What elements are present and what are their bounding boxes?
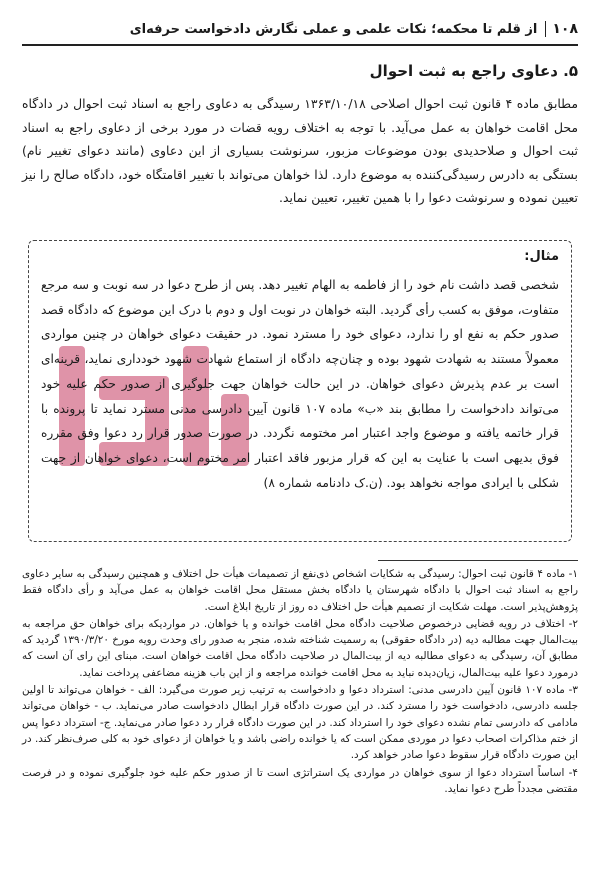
example-label: مثال: — [524, 249, 559, 264]
running-header — [22, 14, 578, 46]
footnote-item: ۴- اساساً استرداد دعوا از سوی خواهان در مواردی یک استراتژی است تا از صدور حکم علیه خود جلوگیری نموده و در فرصت مقتضی مجدداً طرح دعوا نماید. — [22, 766, 578, 795]
footnote-item: ۳- ماده ۱۰۷ قانون آیین دادرسی مدنی: استرداد دعوا و دادخواست به ترتیب زیر صورت می‌گیرد: الف - خواهان می‌تواند تا اولین جلسه دادرسی، دادخواست خود را مسترد کند. در این صورت دادگاه قرار ابطال دادخواست صادر می‌نماید. ب - خواهان می‌تواند مادامی که دادرسی تمام نشده دعوای خود را استرداد کند. در این صورت دادگاه قرار رد دعوا صادر می‌نماید. ج- استرداد دعوا پس از ختم مذاکرات اصحاب دعوا در موردی ممکن است که یا خوانده راضی باشد و یا خواهان از دعوای خود به کلی صرف‌نظر کند. در این صورت دادگاه قرار سقوط دعوا صادر خواهد کرد. — [22, 684, 578, 762]
section-title: ۵. دعاوی راجع به ثبت احوال — [369, 62, 578, 80]
page-number: ۱۰۸ — [545, 21, 578, 37]
footnote-item: ۲- اختلاف در رویه قضایی درخصوص صلاحیت دادگاه محل اقامت خوانده و یا خواهان. در مواردیکه برای خواهان حق مراجعه به بیت‌المال جهت مطالبه دیه (در دادگاه حقوقی) به رسمیت شناخته شده، منجر به صدور رای وحدت رویه مورخ ۱۳۹۰/۳/۲۰ گردید که مطابق آن، رسیدگی به دعوای مطالبه دیه از بیت‌المال در صلاحیت دادگاه محل اقامت خواهان است. مبنای این رای آن است که درمورد دعوا علیه بیت‌المال، زیان‌دیده نباید به محل اقامت خوانده مراجعه و از این باب هزینه مضاعفی پرداخت نماید. — [22, 617, 578, 679]
footnote-item: ۱- ماده ۴ قانون ثبت احوال: رسیدگی به شکایات اشخاص ذی‌نفع از تصمیمات هیأت حل اختلاف و همچنین رسیدگی به سایر دعاوی راجع به اسناد ثبت احوال با دادگاه شهرستان یا دادگاه بخش مستقل محل اقامت خواهان به عمل می‌آید و رأی دادگاه فقط پژوهش‌پذیر است. مهلت شکایت از تصمیم هیأت حل اختلاف ده روز از تاریخ ابلاغ است. — [22, 568, 578, 613]
example-box — [28, 240, 572, 542]
example-text: شخصی قصد داشت نام خود را از فاطمه به الهام تغییر دهد. پس از طرح دعوا در سه نوبت و سه مرجع متفاوت، موفق به کسب رأی گردید. البته خواهان در نوبت اول و دوم با درک این موضوع که دادگاه قصد صدور حکم به نفع او را ندارد، دعوای خود را مسترد نمود. در حقیقت دعوای خواهان در چنین مواردی معمولاً مستند به شهادت شهود بوده و چنان‌چه دادگاه از استماع شهادت شهود خودداری نماید، قرینه‌ای است بر عدم پذیرش دعوای خواهان. در این حالت خواهان جهت جلوگیری از صدور حکم علیه خود می‌تواند دادخواست را مطابق بند «ب» ماده ۱۰۷ قانون آیین دادرسی مدنی مسترد نماید تا پرونده با قرار خاتمه یافته و موضوع واجد اعتبار امر مختومه نگردد. در صورت صدور قرار رد دعوا وفق مقرره فوق بدیهی است با عنایت به این که قرار مزبور فاقد اعتبار امر مختوم است، دعوای خواهان از جهت شکلی با ایرادی مواجه نخواهد بود. (ن.ک دادنامه شماره ۸) — [41, 278, 560, 490]
section-paragraph: مطابق ماده ۴ قانون ثبت احوال اصلاحی ۱۳۶۳/۱۰/۱۸ رسیدگی به دعاوی راجع به اسناد ثبت احوال در دادگاه محل اقامت خواهان به عمل می‌آید. با توجه به اختلاف رویه قضات در مورد برخی از دعاوی راجع به اسناد ثبت احوال و صلاحدیدی بودن موضوعات مزبور، سرنوشت بسیاری از این دعاوی (مانند دعوای تغییر نام) بستگی به دادرس رسیدگی‌کننده به موضوع دارد. لذا خواهان می‌تواند با تغییر اقامتگاه خود، دادگاه صالح را نیز تعیین نموده و سرنوشت دعوا را با همین تغییر، تعیین نماید. — [22, 96, 578, 205]
running-header-title: از قلم تا محکمه؛ نکات علمی و عملی نگارش دادخواست حرفه‌ای — [129, 21, 538, 37]
footnote-divider — [378, 560, 578, 561]
footnotes — [22, 566, 578, 798]
